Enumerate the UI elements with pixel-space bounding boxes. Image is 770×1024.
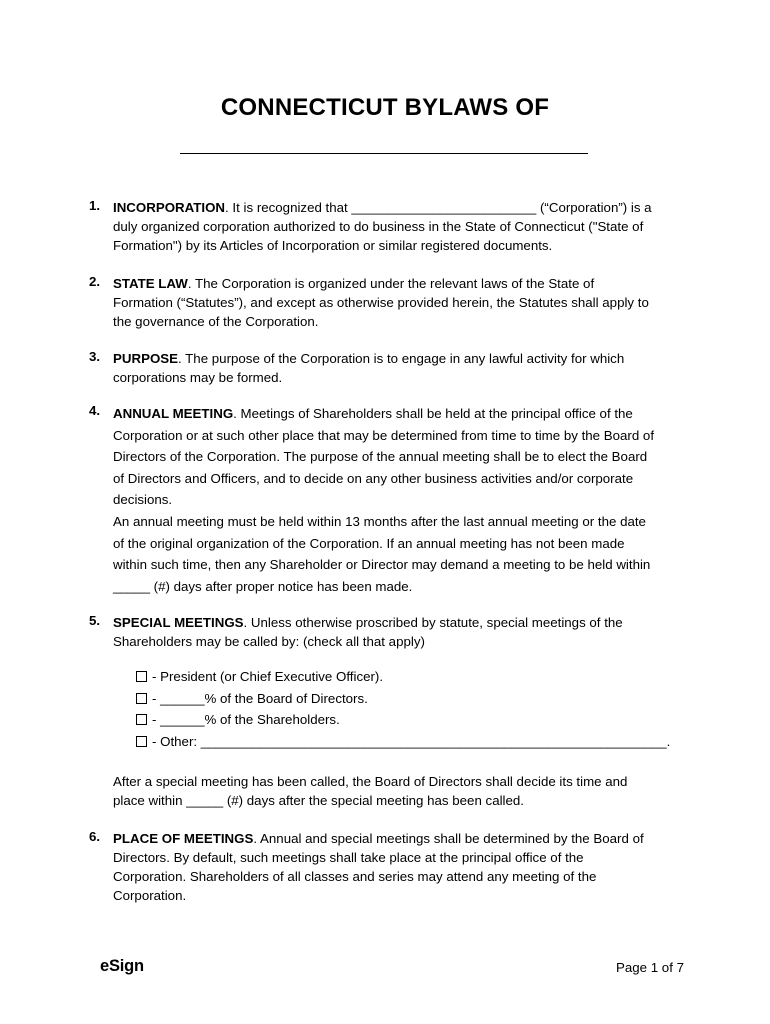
section-text: within such time, then any Shareholder or Director may demand a meeting to be held within [113, 557, 651, 573]
section-number: 6. [89, 829, 101, 844]
option-other[interactable] [136, 731, 670, 753]
section-text: Formation") by its Articles of Incorporation or similar registered documents. [113, 238, 553, 253]
option-label: - President (or Chief Executive Officer). [152, 669, 384, 684]
option-label: - Other: _______________________________________________________________. [152, 733, 671, 749]
checkbox[interactable] [136, 693, 147, 704]
section-heading: PURPOSE [113, 351, 179, 366]
section-text: Corporation or at such other place that may be determined from time to time by the Board of [113, 427, 655, 443]
section-text: of the original organization of the Corporation. If an annual meeting has not been made [113, 535, 625, 551]
page-number: Page 1 of 7 [615, 960, 684, 975]
section-text: . Meetings of Shareholders shall be held at the principal office of the [233, 406, 633, 421]
special-meeting-options [136, 666, 670, 752]
section-text: Directors of the Corporation. The purpose of the annual meeting shall be to elect the Board [113, 449, 648, 465]
section-number: 3. [89, 349, 101, 364]
title-blank-line [180, 153, 588, 154]
option-shareholders[interactable] [136, 709, 670, 731]
section-text: . The purpose of the Corporation is to engage in any lawful activity for which [178, 351, 625, 366]
option-label: - ______% of the Shareholders. [152, 712, 340, 727]
section-purpose [89, 349, 689, 387]
section-heading: PLACE OF MEETINGS [113, 831, 254, 846]
option-president[interactable] [136, 666, 670, 688]
section-heading: INCORPORATION [113, 200, 226, 215]
section-text: place within _____ (#) days after the special meeting has been called. [113, 793, 524, 808]
special-meeting-note [113, 772, 693, 810]
section-text: Corporation. [113, 888, 187, 903]
section-text: . It is recognized that _________________________ (“Corporation”) is a [225, 200, 652, 215]
section-special-meetings [89, 613, 689, 651]
document-title: CONNECTICUT BYLAWS OF [220, 94, 550, 121]
section-text: of Directors and Officers, and to decide on any other business activities and/or corporate [113, 470, 634, 486]
section-annual-meeting [89, 403, 689, 597]
section-text: decisions. [113, 492, 173, 508]
section-text: After a special meeting has been called, the Board of Directors shall decide its time and [113, 774, 628, 789]
section-heading: ANNUAL MEETING [113, 406, 234, 421]
checkbox[interactable] [136, 736, 147, 747]
esign-logo: eSign [100, 957, 144, 975]
section-place-of-meetings [89, 829, 689, 905]
section-text: Corporation. Shareholders of all classes and series may attend any meeting of the [113, 869, 597, 884]
section-text: _____ (#) days after proper notice has been made. [113, 578, 413, 594]
section-text: An annual meeting must be held within 13 months after the last annual meeting or the date [113, 513, 646, 529]
section-text: duly organized corporation authorized to do business in the State of Connecticut ("State of [113, 219, 644, 234]
option-label: - ______% of the Board of Directors. [152, 690, 368, 706]
section-heading: SPECIAL MEETINGS [113, 615, 244, 630]
section-text: . The Corporation is organized under the relevant laws of the State of [187, 276, 595, 291]
section-text: Formation (“Statutes”), and except as otherwise provided herein, the Statutes shall apply to [113, 295, 649, 310]
checkbox[interactable] [136, 671, 147, 682]
section-number: 5. [89, 613, 101, 628]
section-number: 1. [89, 198, 101, 213]
section-state-law [89, 274, 689, 331]
section-heading: STATE LAW [113, 276, 188, 291]
section-number: 4. [89, 403, 101, 418]
section-text: Directors. By default, such meetings shall take place at the principal office of the [113, 850, 584, 865]
section-text: . Annual and special meetings shall be determined by the Board of [253, 831, 644, 846]
section-text: corporations may be formed. [113, 370, 283, 385]
section-text: Shareholders may be called by: (check all that apply) [113, 634, 425, 649]
section-incorporation [89, 198, 689, 255]
checkbox[interactable] [136, 714, 147, 725]
option-board-of-directors[interactable] [136, 688, 670, 710]
section-text: the governance of the Corporation. [113, 314, 319, 329]
section-text: . Unless otherwise proscribed by statute, special meetings of the [243, 615, 623, 630]
section-number: 2. [89, 274, 101, 289]
